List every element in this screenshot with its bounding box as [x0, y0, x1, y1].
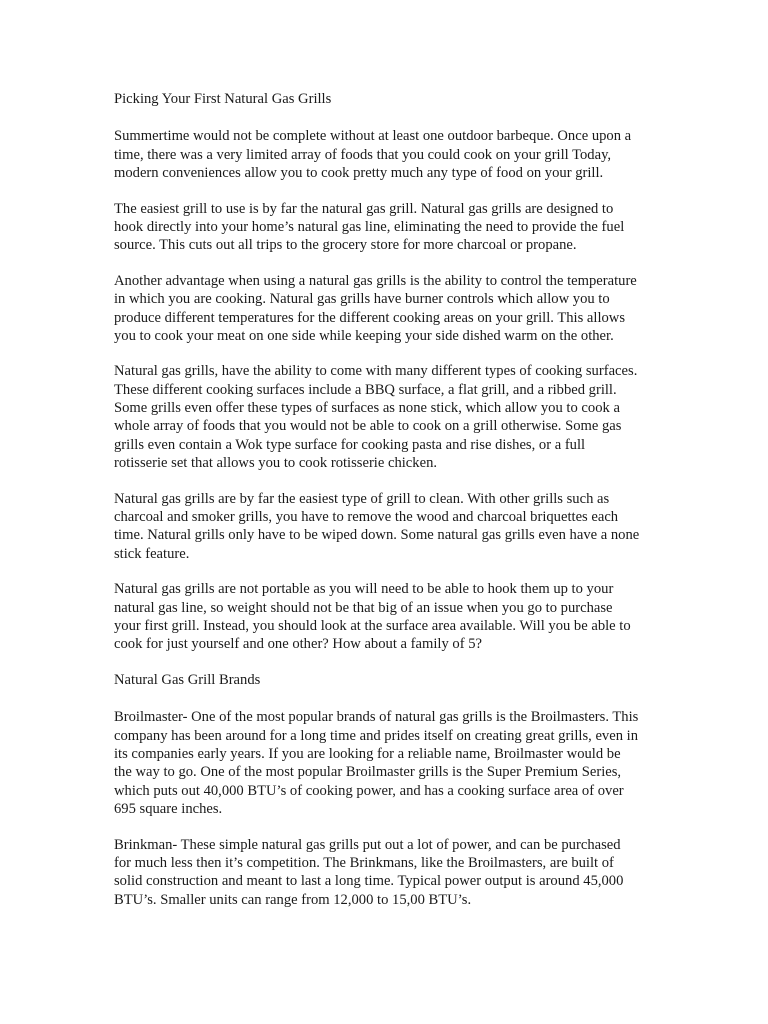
document-title [114, 90, 662, 108]
paragraph-brinkman [114, 836, 662, 910]
paragraph-broilmaster [114, 708, 662, 818]
text-line: cook for just yourself and one other? How about a family of 5? [114, 636, 482, 653]
text-line: Summertime would not be complete without at least one outdoor barbeque. Once upon a [114, 128, 632, 145]
paragraph-cleaning [114, 490, 662, 564]
text-line: source. This cuts out all trips to the grocery store for more charcoal or propane. [114, 237, 577, 254]
text-line: natural gas line, so weight should not be that big of an issue when you go to purchase [114, 599, 613, 616]
paragraph-portability [114, 580, 662, 654]
paragraph-temperature-control [114, 272, 662, 346]
text-line: the way to go. One of the most popular Broilmaster grills is the Super Premium Series, [114, 764, 622, 781]
text-line: you to cook your meat on one side while keeping your side dished warm on the other. [114, 327, 614, 344]
text-line: These different cooking surfaces include a BBQ surface, a flat grill, and a ribbed grill. [114, 381, 617, 398]
text-line: solid construction and meant to last a long time. Typical power output is around 45,000 [114, 873, 624, 890]
text-line: produce different temperatures for the different cooking areas on your grill. This allows [114, 309, 626, 326]
text-line: company has been around for a long time and prides itself on creating great grills, even in [114, 727, 638, 744]
text-line: Broilmaster- One of the most popular brands of natural gas grills is the Broilmasters. This [114, 709, 639, 726]
text-line: grills even contain a Wok type surface for cooking pasta and rise dishes, or a full [114, 436, 586, 453]
text-line: time, there was a very limited array of foods that you could cook on your grill Today, [114, 146, 612, 163]
text-line: charcoal and smoker grills, you have to remove the wood and charcoal briquettes each [114, 509, 619, 526]
text-line: BTU’s. Smaller units can range from 12,000 to 15,00 BTU’s. [114, 891, 472, 908]
text-line: 695 square inches. [114, 801, 223, 818]
text-line: Natural gas grills, have the ability to come with many different types of cooking surfaces. [114, 363, 638, 380]
text-line: Picking Your First Natural Gas Grills [114, 91, 332, 107]
text-line: Natural gas grills are not portable as you will need to be able to hook them up to your [114, 581, 614, 598]
document-page [114, 90, 662, 926]
text-line: for much less then it’s competition. The Brinkmans, like the Broilmasters, are built of [114, 854, 614, 871]
text-line: The easiest grill to use is by far the natural gas grill. Natural gas grills are designed to [114, 200, 614, 217]
text-line: its companies early years. If you are looking for a reliable name, Broilmaster would be [114, 745, 621, 762]
text-line: your first grill. Instead, you should look at the surface area available. Will you be able to [114, 617, 631, 634]
text-line: Brinkman- These simple natural gas grills put out a lot of power, and can be purchased [114, 836, 621, 853]
paragraph-cooking-surfaces [114, 362, 662, 472]
paragraph-intro [114, 127, 662, 182]
text-line: modern conveniences allow you to cook pretty much any type of food on your grill. [114, 165, 604, 182]
text-line: rotisserie set that allows you to cook rotisserie chicken. [114, 455, 438, 472]
text-line: stick feature. [114, 545, 190, 562]
text-line: time. Natural grills only have to be wiped down. Some natural gas grills even have a none [114, 527, 640, 544]
text-line: whole array of foods that you would not be able to cook on a grill otherwise. Some gas [114, 418, 622, 435]
text-line: Natural gas grills are by far the easiest type of grill to clean. With other grills such as [114, 490, 610, 507]
paragraph-easiest-grill [114, 200, 662, 255]
text-line: hook directly into your home’s natural gas line, eliminating the need to provide the fuel [114, 218, 625, 235]
text-line: in which you are cooking. Natural gas grills have burner controls which allow you to [114, 291, 610, 308]
text-line: Another advantage when using a natural gas grills is the ability to control the temperature [114, 272, 637, 289]
section-heading-brands [114, 671, 662, 689]
text-line: Some grills even offer these types of surfaces as none stick, which allow you to cook a [114, 400, 620, 417]
text-line: which puts out 40,000 BTU’s of cooking power, and has a cooking surface area of over [114, 782, 624, 799]
text-line: Natural Gas Grill Brands [114, 671, 261, 688]
